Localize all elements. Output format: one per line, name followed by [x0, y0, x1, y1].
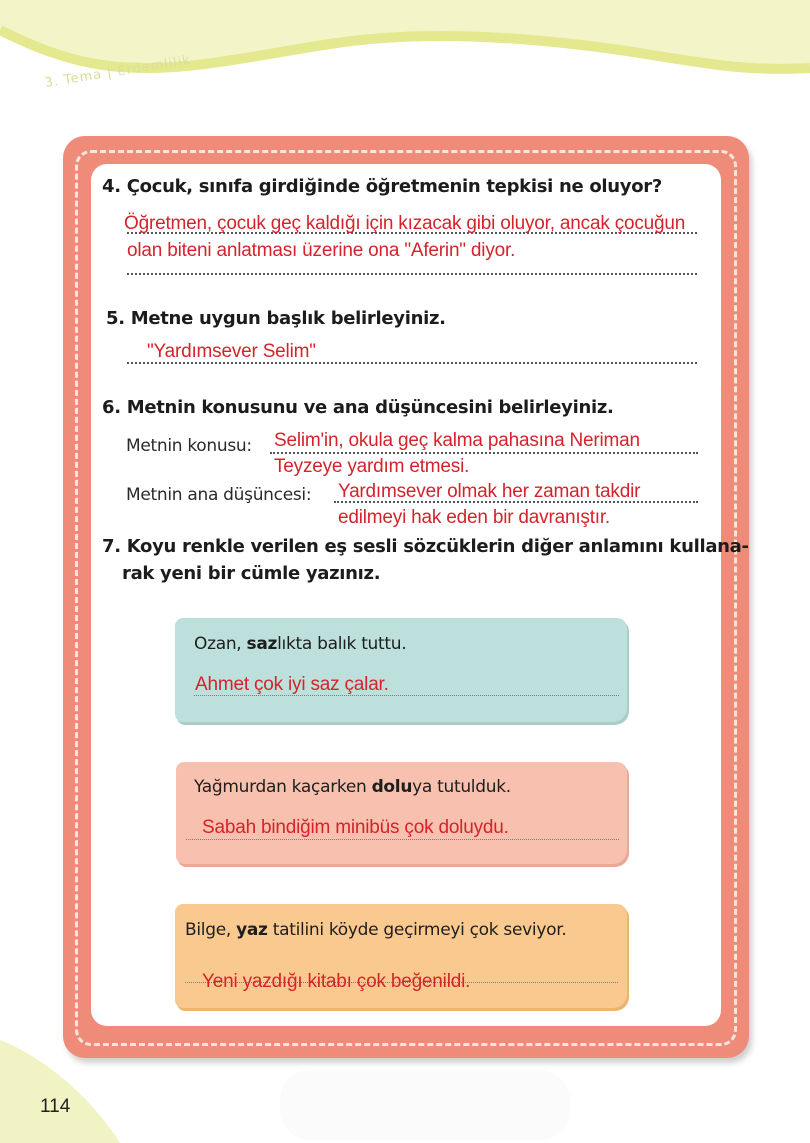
homonym-word: dolu [371, 777, 413, 797]
sentence-post: lıkta balık tuttu. [277, 634, 407, 654]
question-7-line1: 7. Koyu renkle verilen eş sesli sözcüklerin diğer anlamını kullana- [102, 536, 749, 557]
card-sentence [185, 920, 566, 940]
sentence-pre: Bilge, [185, 920, 237, 940]
card-answer[interactable]: Yeni yazdığı kitabı çok beğenildi. [202, 971, 471, 992]
homonym-card-saz [175, 618, 627, 722]
answer-topic-line2[interactable]: Teyzeye yardım etmesi. [274, 456, 470, 477]
homonym-word: saz [246, 634, 278, 654]
homonym-card-dolu [176, 762, 627, 864]
watermark [280, 1070, 570, 1140]
homonym-card-yaz [175, 904, 627, 1008]
sentence-pre: Yağmurdan kaçarken [194, 777, 372, 797]
answer-q4-line2[interactable]: olan biteni anlatması üzerine ona "Aferin" diyor. [127, 240, 516, 261]
card-sentence [194, 777, 511, 797]
answer-line-q4-2 [127, 273, 697, 275]
sentence-pre: Ozan, [194, 634, 247, 654]
card-answer[interactable]: Sabah bindiğim minibüs çok doluydu. [202, 817, 509, 838]
question-6: 6. Metnin konusunu ve ana düşüncesini belirleyiniz. [102, 397, 614, 418]
answer-main-idea-line1[interactable]: Yardımsever olmak her zaman takdir [338, 481, 641, 502]
top-wave-decoration [0, 0, 810, 110]
main-idea-label: Metnin ana düşüncesi: [126, 485, 312, 505]
question-4: 4. Çocuk, sınıfa girdiğinde öğretmenin tepkisi ne oluyor? [102, 176, 663, 197]
answer-topic-line1[interactable]: Selim'in, okula geç kalma pahasına Neriman [274, 430, 640, 451]
sentence-post: tatilini köyde geçirmeyi çok seviyor. [267, 920, 567, 940]
exercise-content-area [91, 164, 721, 1026]
answer-q4-line1[interactable]: Öğretmen, çocuk geç kaldığı için kızacak gibi oluyor, ancak çocuğun [124, 213, 686, 234]
sentence-post: ya tutulduk. [412, 777, 511, 797]
card-sentence [194, 634, 406, 654]
homonym-word: yaz [236, 920, 268, 940]
theme-number: 3. Tema | [43, 65, 114, 91]
card-answer-line [186, 839, 619, 840]
page-number: 114 [40, 1096, 71, 1117]
answer-main-idea-line2[interactable]: edilmeyi hak eden bir davranıştır. [338, 507, 611, 528]
question-5: 5. Metne uygun başlık belirleyiniz. [106, 308, 446, 329]
answer-line-topic [270, 452, 698, 454]
question-7-line2: rak yeni bir cümle yazınız. [122, 563, 381, 584]
theme-name: Erdemlilik [116, 53, 192, 80]
card-answer[interactable]: Ahmet çok iyi saz çalar. [195, 674, 389, 695]
answer-q5[interactable]: "Yardımsever Selim" [147, 341, 316, 362]
topic-label: Metnin konusu: [126, 436, 252, 456]
